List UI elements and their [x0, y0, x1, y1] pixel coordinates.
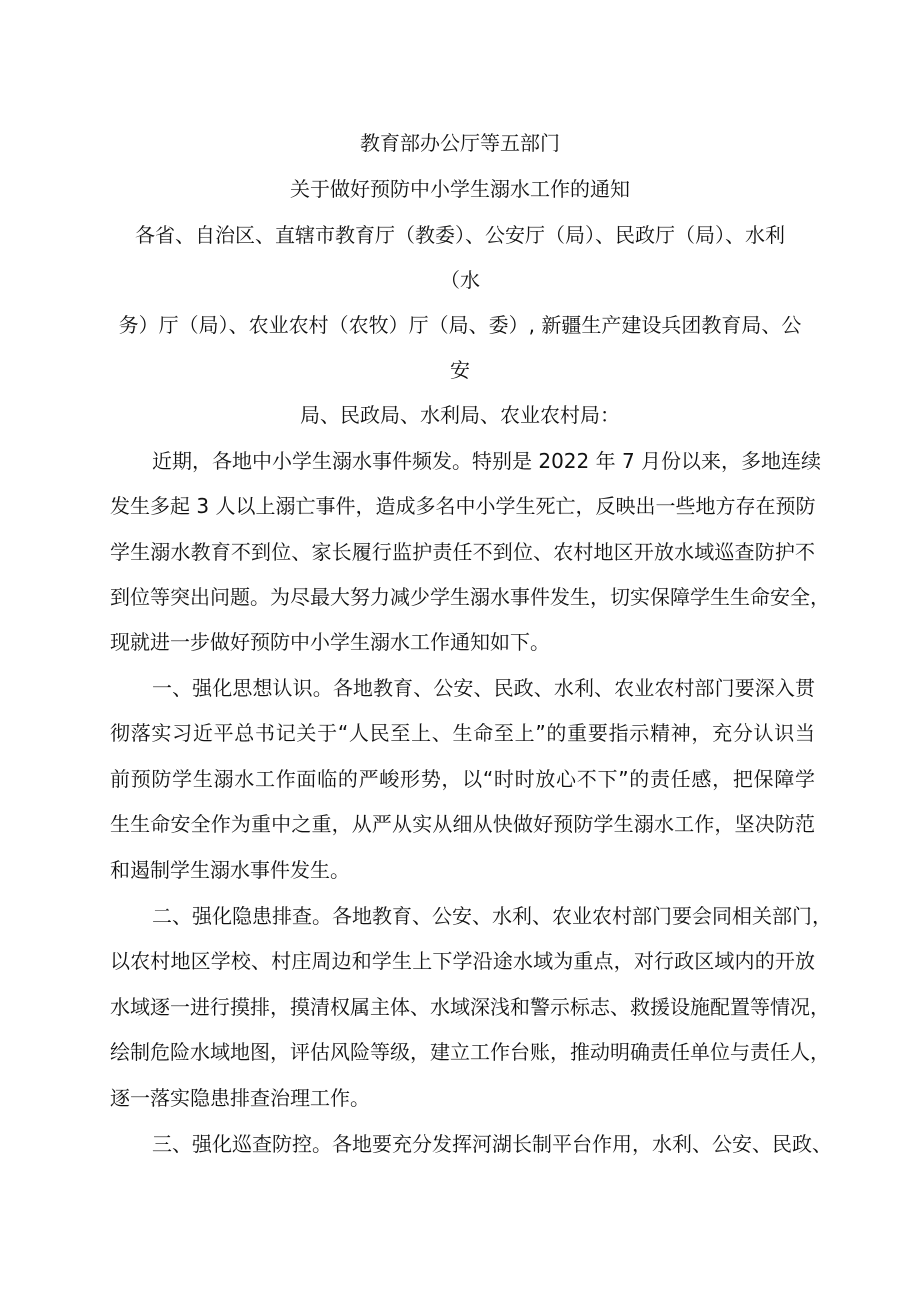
title-line-2: 关于做好预防中小学生溺水工作的通知 — [290, 177, 630, 201]
intro-line: 学生溺水教育不到位、家长履行监护责任不到位、农村地区开放水域巡查防护不 — [110, 540, 815, 564]
section-2-line: 逐一落实隐患排查治理工作。 — [110, 1086, 370, 1110]
section-1-line: 彻落实习近平总书记关于“人民至上、生命至上”的重要指示精神，充分认识当 — [110, 721, 815, 745]
section-2-line: 以农村地区学校、村庄周边和学生上下学沿途水域为重点，对行政区域内的开放 — [110, 949, 815, 973]
addressee-line-3: 务）厅（局）、农业农村（农牧）厅（局、委）, 新疆生产建设兵团教育局、公 — [118, 313, 802, 337]
section-1-line: 一、强化思想认识。各地教育、公安、民政、水利、农业农村部门要深入贯 — [152, 676, 815, 700]
section-1-line: 生生命安全作为重中之重，从严从实从细从快做好预防学生溺水工作，坚决防范 — [110, 812, 815, 836]
section-1-line: 前预防学生溺水工作面临的严峻形势，以“时时放心不下”的责任感，把保障学 — [110, 767, 815, 791]
intro-line: 现就进一步做好预防中小学生溺水工作通知如下。 — [110, 630, 550, 654]
addressee-line-2: （水 — [440, 268, 480, 292]
section-2-line: 二、强化隐患排查。各地教育、公安、水利、农业农村部门要会同相关部门， — [152, 904, 832, 928]
section-2-line: 水域逐一进行摸排，摸清权属主体、水域深浅和警示标志、救援设施配置等情况， — [110, 995, 830, 1019]
intro-line: 近期，各地中小学生溺水事件频发。特别是 2022 年 7 月份以来，多地连续 — [152, 449, 822, 473]
intro-line: 发生多起 3 人以上溺亡事件，造成多名中小学生死亡，反映出一些地方存在预防 — [110, 494, 816, 518]
section-1-line: 和遏制学生溺水事件发生。 — [110, 858, 350, 882]
section-3-line: 三、强化巡查防控。各地要充分发挥河湖长制平台作用，水利、公安、民政、 — [152, 1132, 832, 1156]
title-line-1: 教育部办公厅等五部门 — [360, 131, 560, 155]
addressee-line-5: 局、民政局、水利局、农业农村局： — [300, 403, 620, 427]
section-2-line: 绘制危险水域地图，评估风险等级，建立工作台账，推动明确责任单位与责任人， — [110, 1040, 830, 1064]
intro-line: 到位等突出问题。为尽最大努力减少学生溺水事件发生，切实保障学生生命安全， — [110, 585, 830, 609]
addressee-line-4: 安 — [450, 358, 470, 382]
addressee-line-1: 各省、自治区、直辖市教育厅（教委）、公安厅（局）、民政厅（局）、水利 — [135, 223, 785, 247]
